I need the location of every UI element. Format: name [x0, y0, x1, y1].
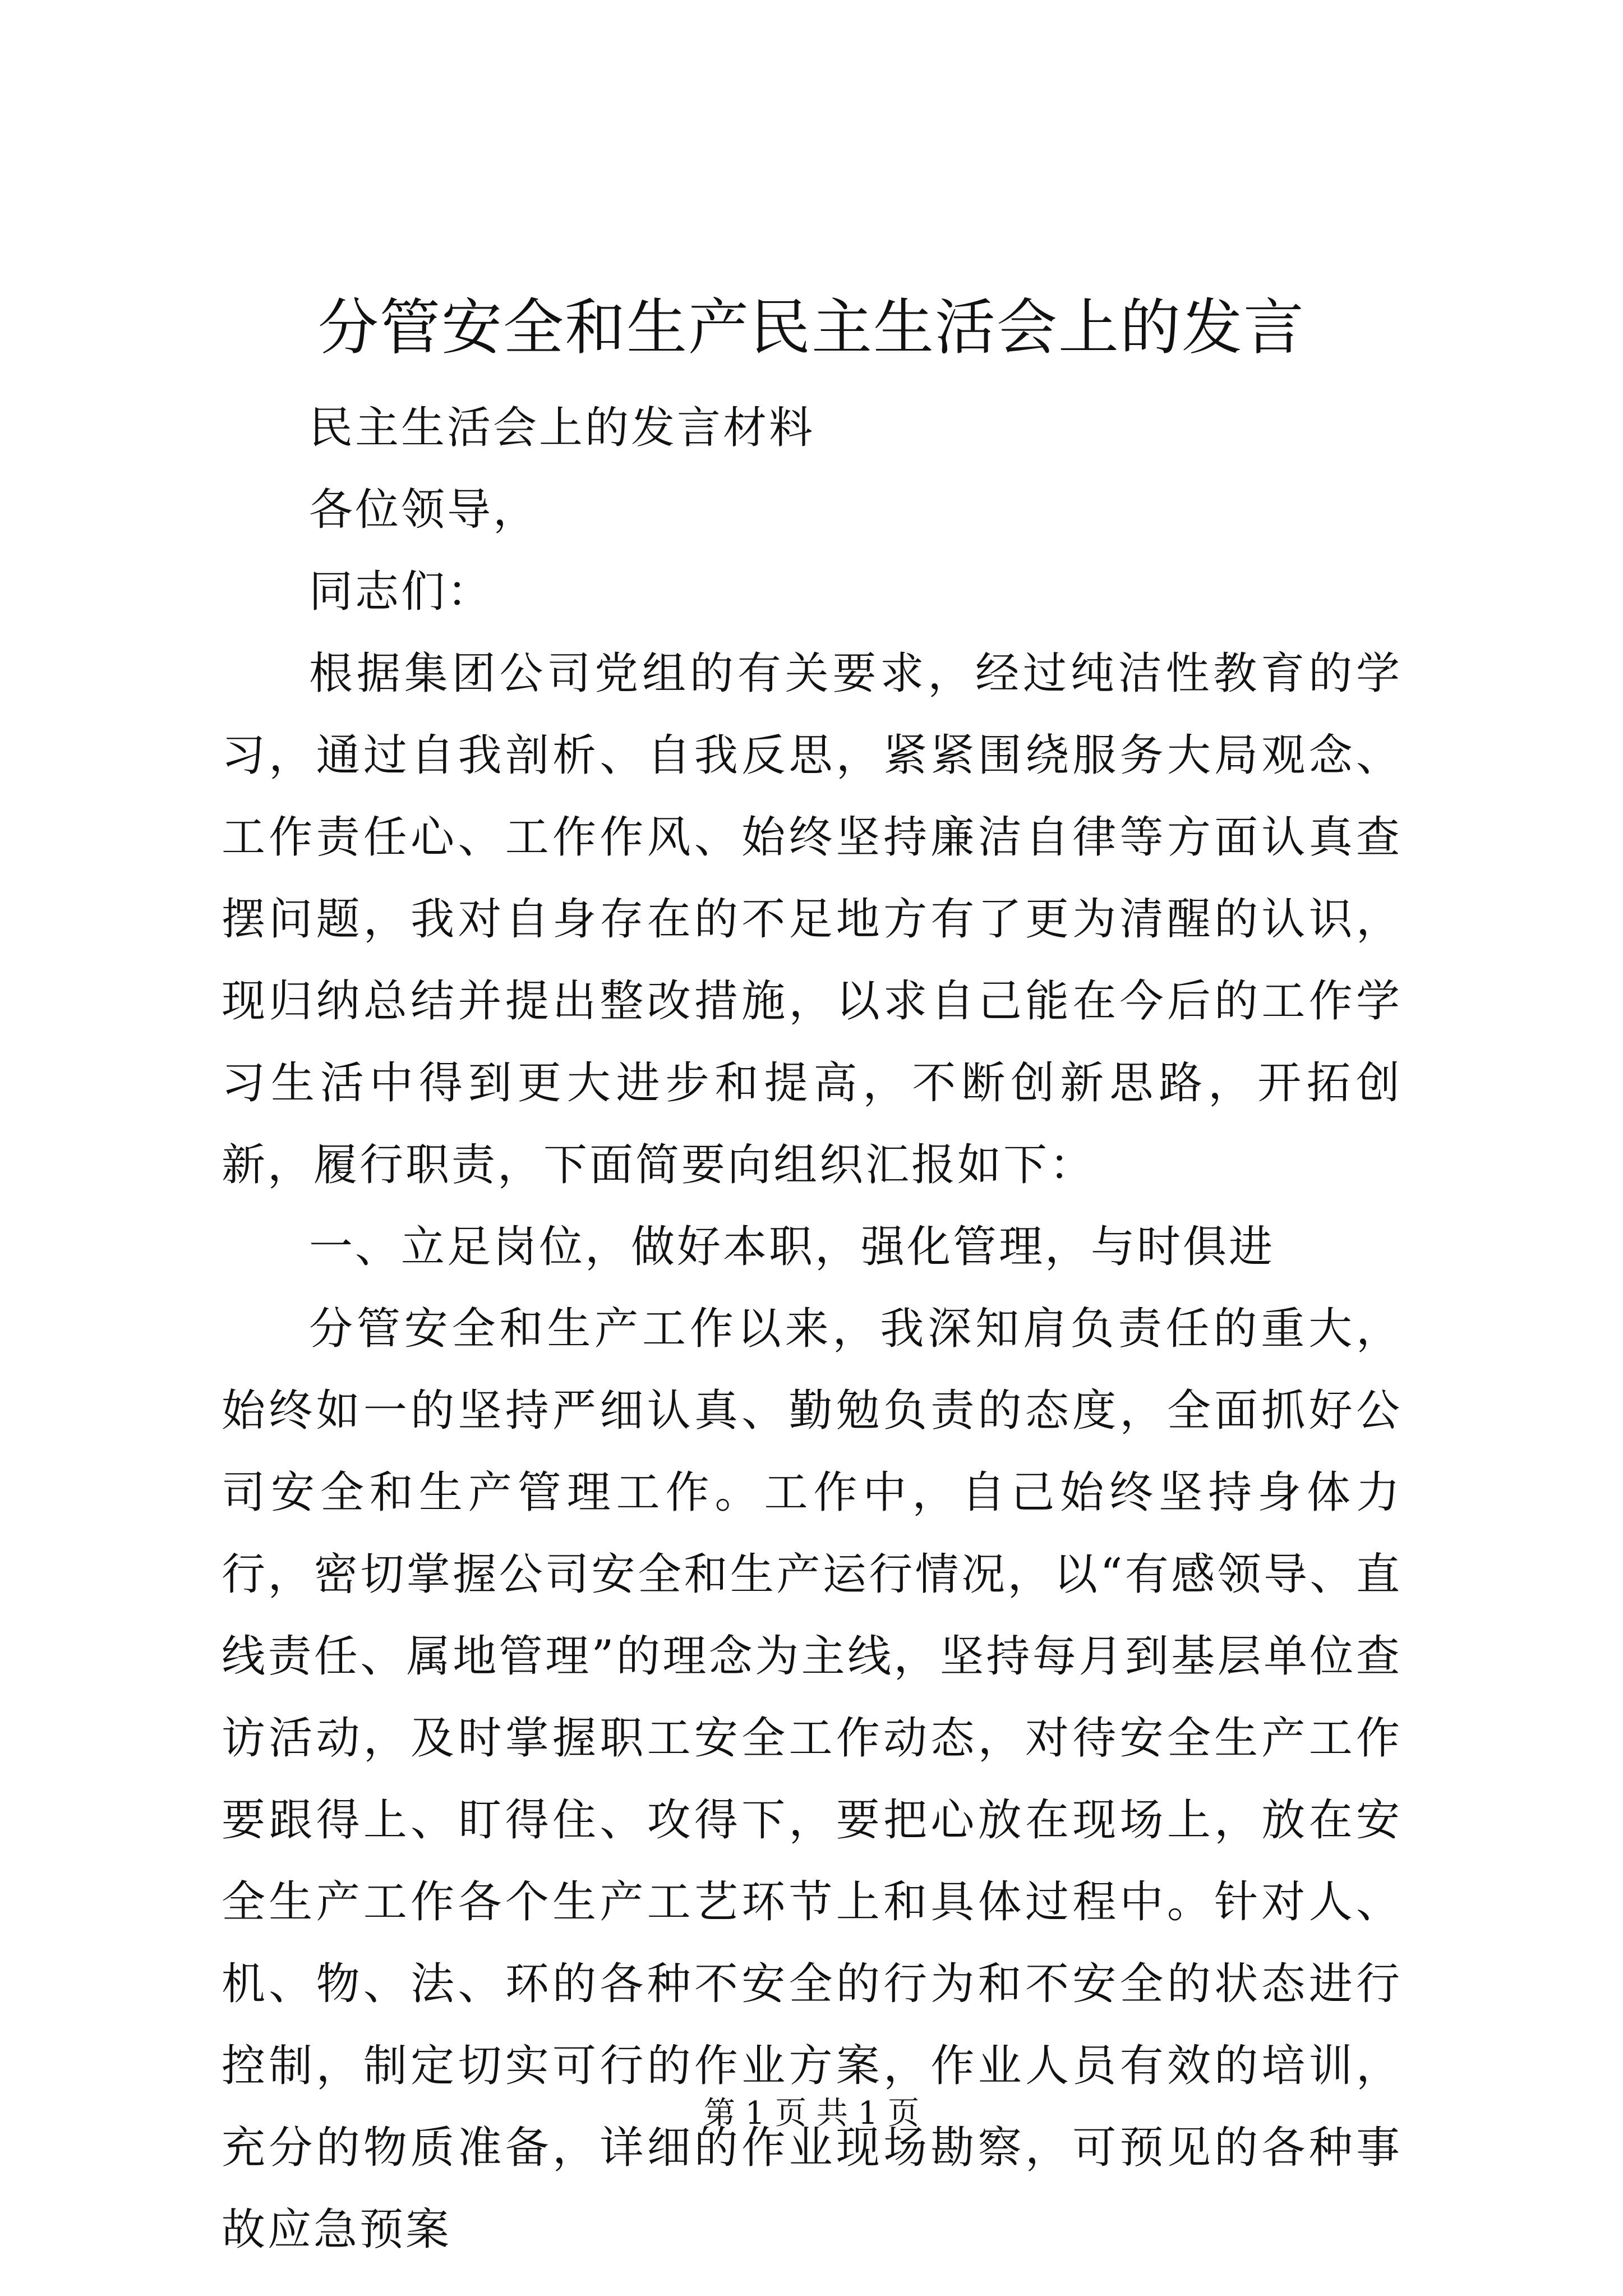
paragraph-section-1: 分管安全和生产工作以来，我深知肩负责任的重大，始终如一的坚持严细认真、勤勉负责的态度，全面抓好公司安全和生产管理工作。工作中，自己始终坚持身体力行，密切掌握公司安全和生产运行情况，以“有感领导、直线责任、属地管理”的理念为主线，坚持每月到基层单位查访活动，及时掌握职工安全工作动态，对待安全生产工作要跟得上、盯得住、攻得下，要把心放在现场上，放在安全生产工作各个生产工艺环节上和具体过程中。针对人、机、物、法、环的各种不安全的行为和不安全的状态进行控制，制定切实可行的作业方案，作业人员有效的培训，充分的物质准备，详细的作业现场勘察，可预见的各种事故应急预案	[222, 1304, 1402, 2255]
paragraph-salutation-leaders: 各位领导，	[309, 485, 540, 535]
paragraph-subtitle: 民主生活会上的发言材料	[309, 403, 815, 453]
paragraph-intro: 根据集团公司党组的有关要求，经过纯洁性教育的学习，通过自我剖析、自我反思，紧紧围绕服务大局观念、工作责任心、工作作风、始终坚持廉洁自律等方面认真查摆问题，我对自身存在的不足地方有了更为清醒的认识，现归纳总结并提出整改措施，以求自己能在今后的工作学习生活中得到更大进步和提高，不断创新思路，开拓创新，履行职责，下面简要向组织汇报如下：	[222, 648, 1402, 1190]
paragraph-salutation-comrades: 同志们：	[309, 567, 494, 617]
page-footer: 第 1 页 共 1 页	[703, 2095, 920, 2132]
document-title: 分管安全和生产民主生活会上的发言	[317, 293, 1305, 363]
section-heading-1: 一、立足岗位，做好本职，强化管理，与时俱进	[309, 1222, 1275, 1272]
document-body	[222, 387, 1402, 2271]
